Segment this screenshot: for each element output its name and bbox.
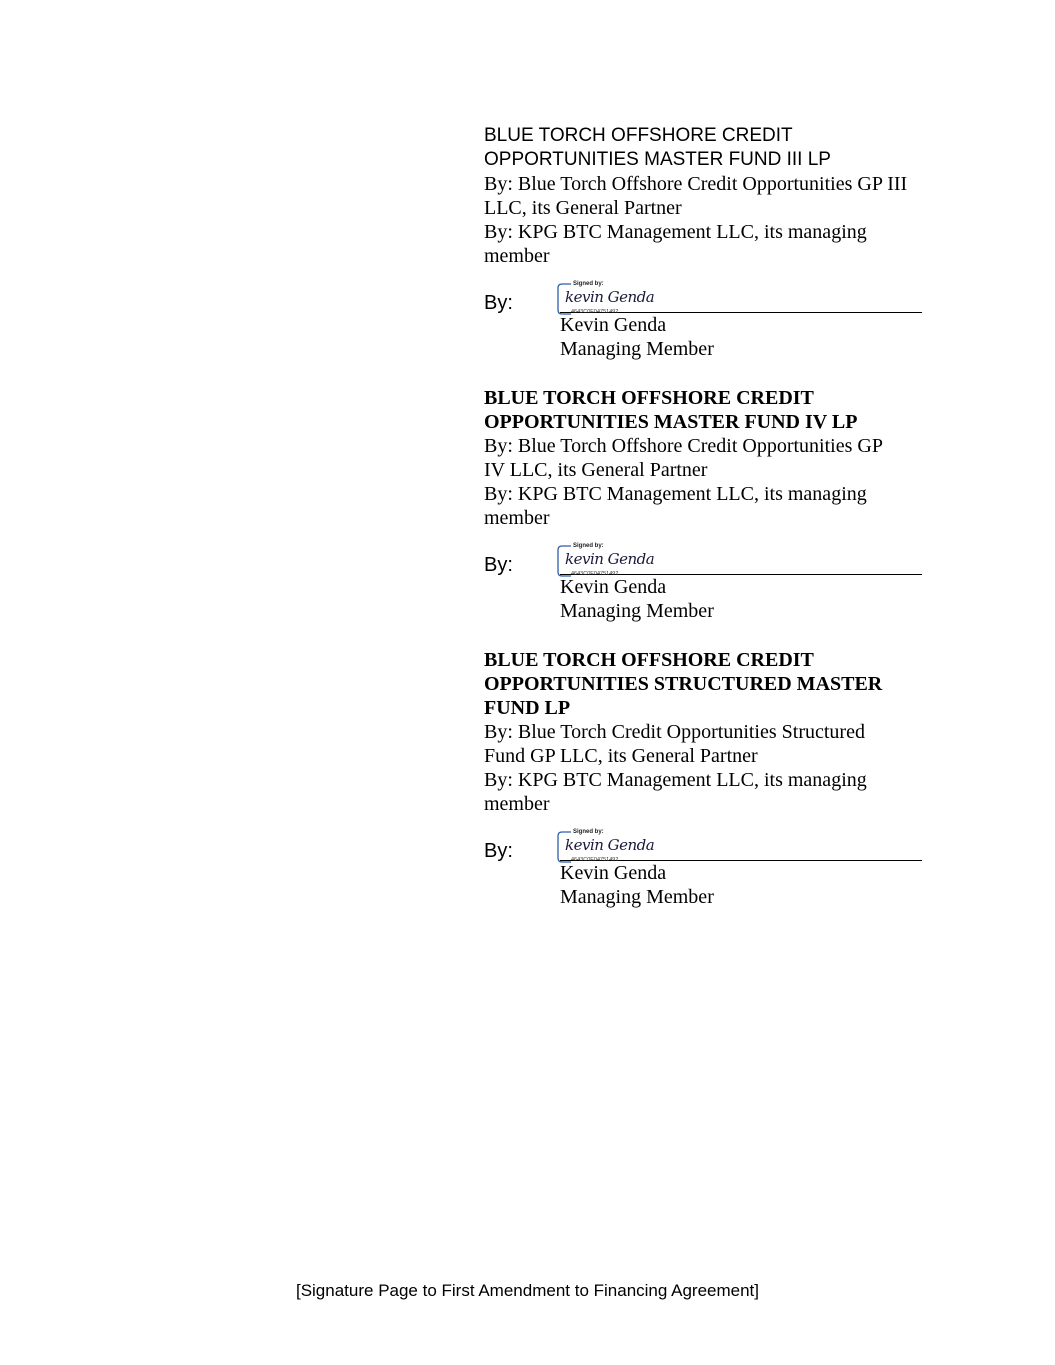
signature-block-1	[484, 124, 929, 382]
handwritten-signature: kevin Genda	[565, 288, 655, 306]
by-line: member	[484, 793, 550, 815]
by-line: By: Blue Torch Credit Opportunities Structured	[484, 721, 865, 743]
by-line: LLC, its General Partner	[484, 197, 682, 219]
signer-name: Kevin Genda	[560, 576, 667, 598]
entity-line: FUND LP	[484, 697, 571, 719]
signature-row	[484, 830, 929, 930]
signed-by-label: Signed by:	[573, 281, 604, 287]
envelope-id: 4643C0E04751492	[571, 571, 619, 577]
by-line: By: Blue Torch Offshore Credit Opportunities GP	[484, 435, 883, 457]
docusign-stamp	[555, 830, 675, 864]
by-line: By: KPG BTC Management LLC, its managing	[484, 483, 867, 505]
by-line: IV LLC, its General Partner	[484, 459, 708, 481]
signature-block-2	[484, 386, 929, 644]
entity-name	[484, 386, 929, 434]
by-label: By:	[484, 554, 513, 576]
entity-name	[484, 124, 929, 172]
entity-line: BLUE TORCH OFFSHORE CREDIT	[484, 387, 814, 409]
signer-title: Managing Member	[560, 886, 714, 908]
entity-line: BLUE TORCH OFFSHORE CREDIT	[484, 125, 793, 146]
docusign-stamp	[555, 544, 675, 578]
by-label: By:	[484, 292, 513, 314]
signed-by-label: Signed by:	[573, 543, 604, 549]
signer-title: Managing Member	[560, 600, 714, 622]
page-footer: [Signature Page to First Amendment to Financing Agreement]	[295, 1281, 760, 1300]
handwritten-signature: kevin Genda	[565, 836, 655, 854]
by-line: Fund GP LLC, its General Partner	[484, 745, 758, 767]
signature-row	[484, 282, 929, 382]
signer-info	[560, 861, 714, 909]
handwritten-signature: kevin Genda	[565, 550, 655, 568]
by-line: member	[484, 245, 550, 267]
signer-title: Managing Member	[560, 338, 714, 360]
by-line: By: KPG BTC Management LLC, its managing	[484, 769, 867, 791]
by-line: member	[484, 507, 550, 529]
entity-line: BLUE TORCH OFFSHORE CREDIT	[484, 649, 814, 671]
entity-name	[484, 648, 929, 720]
signer-info	[560, 575, 714, 623]
entity-line: OPPORTUNITIES MASTER FUND III LP	[484, 149, 831, 170]
signed-by-label: Signed by:	[573, 829, 604, 835]
signer-name: Kevin Genda	[560, 314, 667, 336]
entity-line: OPPORTUNITIES MASTER FUND IV LP	[484, 411, 858, 433]
signature-row	[484, 544, 929, 644]
by-label: By:	[484, 840, 513, 862]
envelope-id: 4643C0E04751492	[571, 309, 619, 315]
entity-line: OPPORTUNITIES STRUCTURED MASTER	[484, 673, 883, 695]
signature-block-3	[484, 648, 929, 930]
by-line: By: KPG BTC Management LLC, its managing	[484, 221, 867, 243]
signer-info	[560, 313, 714, 361]
by-line: By: Blue Torch Offshore Credit Opportunities GP III	[484, 173, 908, 195]
signer-name: Kevin Genda	[560, 862, 667, 884]
docusign-stamp	[555, 282, 675, 316]
envelope-id: 4643C0E04751492	[571, 857, 619, 863]
